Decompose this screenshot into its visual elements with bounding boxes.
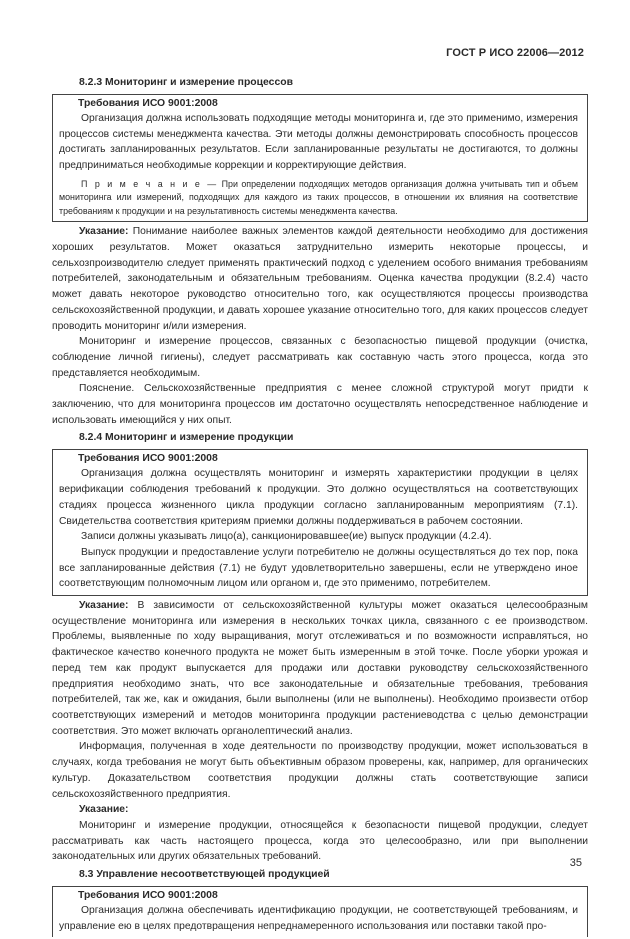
paragraph: Пояснение. Сельскохозяйственные предприятия с менее сложной структурой могут придти к заключению, что для мониторинга процессов им достаточно осуществлять непосредственное наблюдение и использовать имеющийся у них опыт. [52,383,588,426]
iso-requirements-box-8-2-4 [52,449,588,596]
section-8-2-3-title: 8.2.3 Мониторинг и измерение процессов [79,77,293,88]
iso-requirements-box-8-2-3 [52,94,588,222]
guidance-label-line [52,802,588,818]
note-label: П р и м е ч а н и е — [81,178,219,189]
guidance-label: Указание: [79,600,129,612]
guidance-text: В зависимости от сельскохозяйственной культуры может оказаться целесообразным осуществление мониторинга или измерения в нескольких точках цикла, связанного с ее производством. Проблемы, выявленные по ходу выращивания, могут отслеживаться и по возможности исправляться, но фактическое качество конечного продукта не может быть измеренным в этой точке. После уборки урожая и перед тем как продукт выпускается для продажи или доставки руководству сельскохозяйственного предприятия необходимо знать, что все законодательные и обязательные требования, требования потребителей, так же, как и ожидания, были выполнены (или не выполнены). Необходимо произвести отбор соответствующих измерений и методов мониторинга продукции растениеводства с целью демонстрации соответствия. Это может включать органолептический анализ. [52,600,588,737]
guidance-text: Понимание наиболее важных элементов каждой деятельности необходимо для достижения хороших результатов. Может оказаться затруднительно измерить некоторые процессы, и сельхозпроизводителю следует применять практический подход с уделением особого внимания требованиям потребителей, законодательным и обязательным требованиям. Оценка качества продукции (8.2.4) часто может давать некоторое руководство относительно того, как осуществляются процессы производства сельскохозяйственной продукции, и давать хорошее указание относительно того, для каких процессов следует проводить мониторинг и/или измерения. [52,226,588,332]
guidance-paragraph [52,224,588,334]
box-title: Требования ИСО 9001:2008 [78,890,218,902]
page-number: 35 [569,857,582,869]
box-paragraph: Записи должны указывать лицо(а), санкционировавшее(ие) выпуск продукции (4.2.4). [81,531,492,543]
guidance-paragraph [52,598,588,739]
guidance-label: Указание: [79,226,129,238]
box-paragraph: Выпуск продукции и предоставление услуги потребителю не должны осуществляться до тех пор, пока все запланированные действия (7.1) не будут удовлетворительно завершены, если не утверждено иное соответствующим полномочным лицом или органом и, где это применимо, потребителем. [59,546,578,590]
paragraph: Информация, полученная в ходе деятельности по производству продукции, может использоваться в случаях, когда требования не могут быть объективным образом проверены, как, например, для органических культур. Доказательством соответствия продукции должны стать соответствующие записи сельскохозяйственного предприятия. [52,741,588,800]
iso-requirements-box-8-3 [52,886,588,937]
note-text: При определении подходящих методов организация должна учитывать тип и объем мониторинга или измерений, подходящих для каждого из таких процессов, в отношении их влияния на соответствие требованиям к продукции и на результативность системы менеджмента качества. [59,178,579,216]
section-8-2-4-title: 8.2.4 Мониторинг и измерение продукции [79,432,294,444]
box-title: Требования ИСО 9001:2008 [78,453,218,465]
box-note [59,178,578,219]
page-content [52,76,588,939]
paragraph: Мониторинг и измерение процессов, связанных с безопасностью пищевой продукции (очистка, соблюдение личной гигиены), следует рассматривать как составную часть этого процесса, когда это представляется необходимым. [52,336,588,379]
standard-header: ГОСТ Р ИСО 22006—2012 [446,47,584,59]
box-paragraph: Организация должна осуществлять мониторинг и измерять характеристики продукции в целях верификации соблюдения требований к продукции. Это должно осуществляться на соответствующих стадиях процесса жизненного цикла продукции согласно запланированным мероприятиям (7.1). Свидетельства соответствия критериям приемки должны поддерживаться в рабочем состоянии. [59,468,578,527]
section-8-3-title: 8.3 Управление несоответствующей продукцией [79,869,330,881]
box-title: Требования ИСО 9001:2008 [78,98,218,109]
box-text: Организация должна обеспечивать идентификацию продукции, не соответствующей требованиям, и управление ею в целях предотвращения непреднамеренного использования или поставки такой про- [59,905,578,932]
guidance-label: Указание: [79,804,129,816]
paragraph: Мониторинг и измерение продукции, относящейся к безопасности пищевой продукции, следует рассматривать как часть настоящего процесса, когда это целесообразно, или при выполнении законодательных или других обязательных требований. [52,819,588,863]
box-text: Организация должна использовать подходящие методы мониторинга и, где это применимо, измерения процессов системы менеджмента качества. Эти методы должны демонстрировать способность процессов достигать запланированных результатов. Если запланированные результаты не достигаются, то должны предприниматься необходимые коррекции и корректирующие действия. [59,113,578,172]
